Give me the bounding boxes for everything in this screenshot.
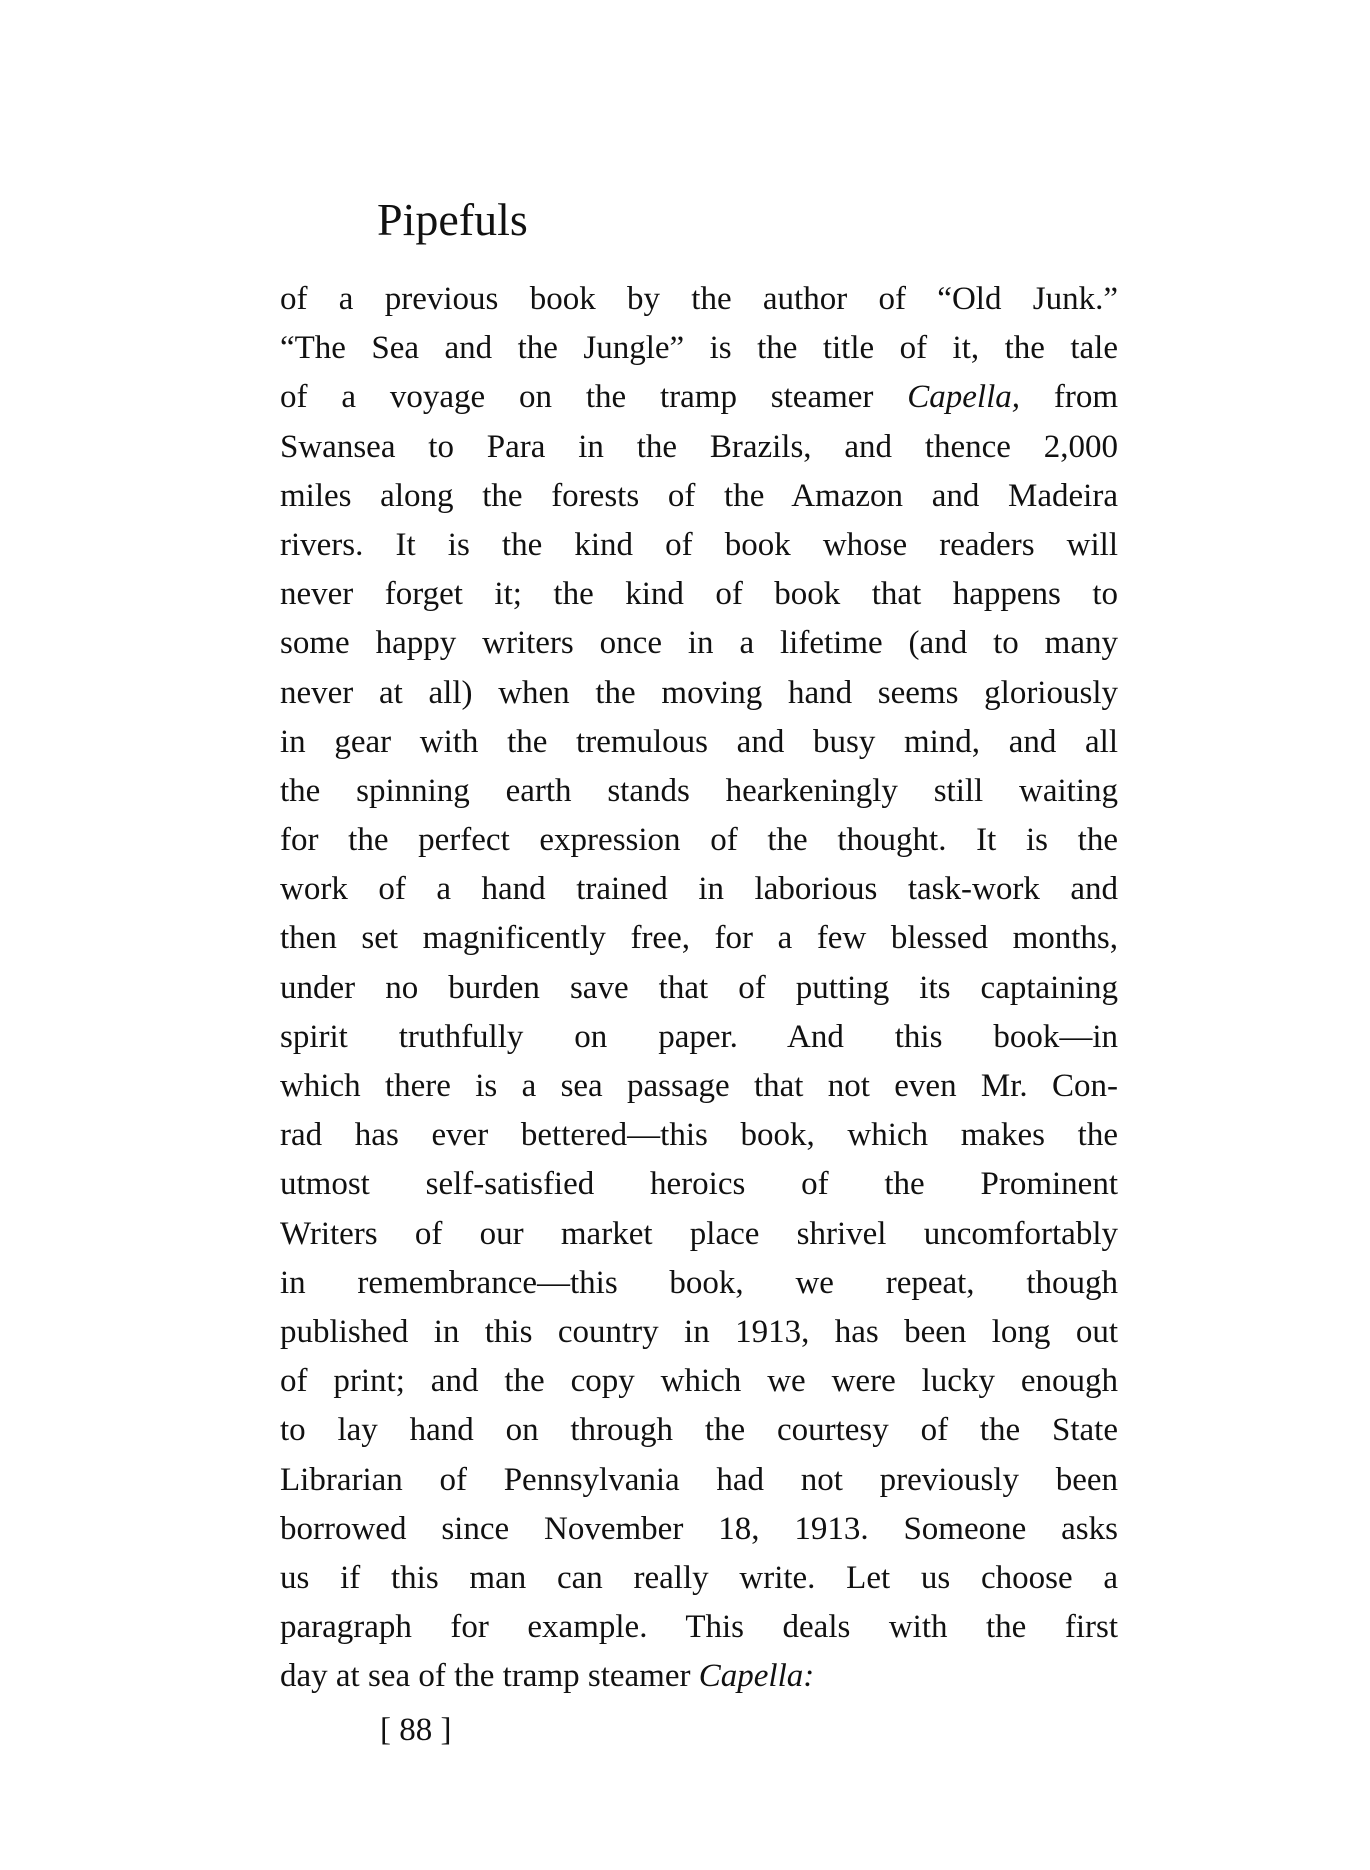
text-line: “The Sea and the Jungle” is the title of it, the tale	[280, 330, 1118, 367]
text-line	[280, 1652, 1118, 1701]
text-line: for the perfect expression of the thought. It is the	[280, 822, 1118, 859]
text-line: which there is a sea passage that not even Mr. Con-	[280, 1068, 1118, 1104]
text-line: never at all) when the moving hand seems gloriously	[280, 674, 1118, 711]
body-paragraph	[280, 275, 1118, 1701]
text-line: under no burden save that of putting its captaining	[280, 969, 1118, 1006]
text-line: utmost self-satisfied heroics of the Prominent	[280, 1166, 1118, 1203]
text-line: some happy writers once in a lifetime (and to many	[280, 625, 1118, 662]
text-line: work of a hand trained in laborious task-work and	[280, 871, 1118, 908]
text-line: Swansea to Para in the Brazils, and thence 2,000	[280, 428, 1118, 465]
text-segment: from	[1020, 379, 1118, 416]
ship-name-italic: Capella,	[907, 379, 1020, 416]
text-line: rad has ever bettered—this book, which makes the	[280, 1117, 1118, 1154]
text-line: spirit truthfully on paper. And this book—in	[280, 1018, 1118, 1055]
text-line: borrowed since November 18, 1913. Someone asks	[280, 1510, 1118, 1547]
text-line	[280, 373, 1118, 422]
text-segment: day at sea of the tramp steamer	[280, 1658, 699, 1695]
ship-name-italic: Capella:	[698, 1658, 815, 1695]
running-header: Pipefuls	[377, 194, 528, 245]
text-line: the spinning earth stands hearkeningly still waiting	[280, 772, 1118, 809]
text-segment: of a voyage on the tramp steamer	[280, 379, 908, 416]
text-line: of a previous book by the author of “Old Junk.”	[280, 281, 1118, 317]
text-line: paragraph for example. This deals with the first	[280, 1609, 1118, 1646]
page-number: [ 88 ]	[380, 1712, 452, 1748]
text-line: never forget it; the kind of book that happens to	[280, 576, 1118, 613]
text-line: Librarian of Pennsylvania had not previously been	[280, 1461, 1118, 1498]
text-line: published in this country in 1913, has been long out	[280, 1313, 1118, 1350]
text-line: to lay hand on through the courtesy of the State	[280, 1412, 1118, 1449]
text-line: Writers of our market place shrivel uncomfortably	[280, 1215, 1118, 1252]
text-line: in remembrance—this book, we repeat, though	[280, 1264, 1118, 1301]
text-line: us if this man can really write. Let us choose a	[280, 1559, 1118, 1596]
text-line: of print; and the copy which we were lucky enough	[280, 1363, 1118, 1400]
text-line: then set magnificently free, for a few blessed months,	[280, 920, 1118, 957]
text-line: miles along the forests of the Amazon and Madeira	[280, 477, 1118, 514]
text-line: in gear with the tremulous and busy mind, and all	[280, 723, 1118, 760]
text-line: rivers. It is the kind of book whose readers will	[280, 526, 1118, 563]
